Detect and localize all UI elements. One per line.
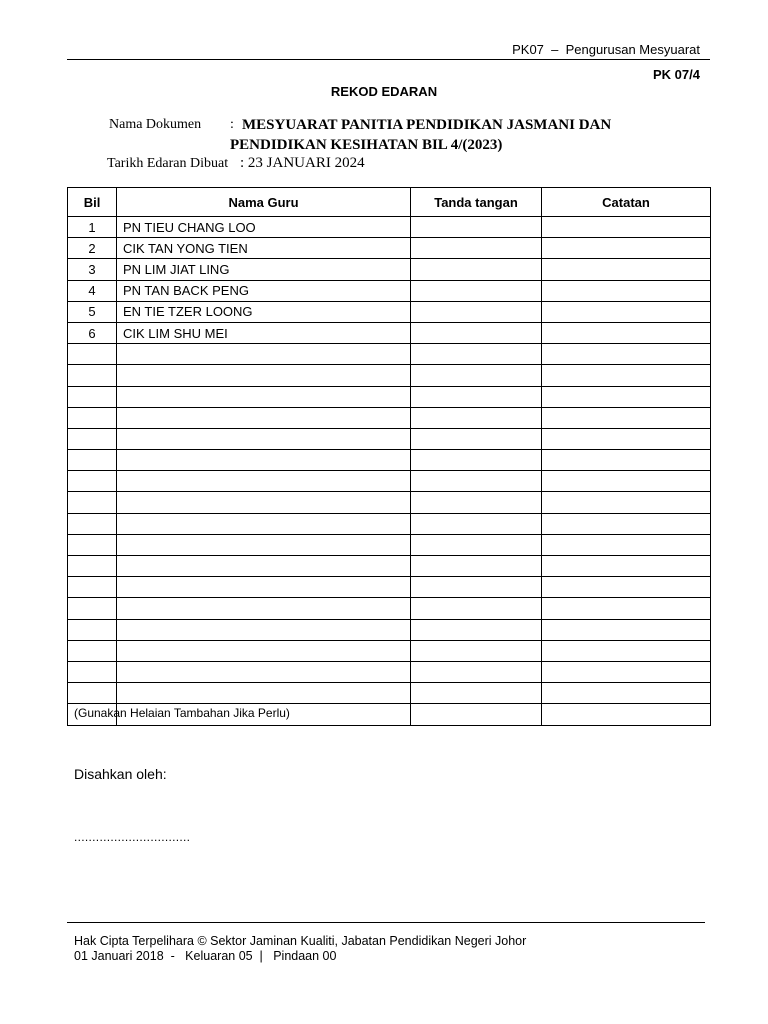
signature-cell — [411, 640, 542, 661]
notes-cell — [542, 534, 711, 555]
table-row — [68, 450, 711, 471]
signature-cell — [411, 513, 542, 534]
table-row — [68, 577, 711, 598]
teacher-name: CIK LIM SHU MEI — [117, 322, 411, 343]
notes-cell — [542, 259, 711, 280]
row-number — [68, 598, 117, 619]
signature-cell — [411, 683, 542, 704]
row-number — [68, 619, 117, 640]
signature-cell — [411, 365, 542, 386]
table-row — [68, 683, 711, 704]
teacher-name — [117, 344, 411, 365]
teacher-name — [117, 577, 411, 598]
row-number — [68, 344, 117, 365]
teacher-name — [117, 598, 411, 619]
table-row — [68, 640, 711, 661]
teacher-name — [117, 556, 411, 577]
teacher-name: PN LIM JIAT LING — [117, 259, 411, 280]
row-number — [68, 492, 117, 513]
signature-cell — [411, 450, 542, 471]
teacher-name — [117, 492, 411, 513]
signature-cell — [411, 280, 542, 301]
row-number: 6 — [68, 322, 117, 343]
row-number — [68, 640, 117, 661]
signature-cell — [411, 556, 542, 577]
teacher-name — [117, 619, 411, 640]
table-row — [68, 556, 711, 577]
teacher-name — [117, 450, 411, 471]
signature-cell — [411, 471, 542, 492]
table-row — [68, 471, 711, 492]
footer-copyright: Hak Cipta Terpelihara © Sektor Jaminan Kualiti, Jabatan Pendidikan Negeri Johor — [74, 934, 527, 948]
row-number — [68, 661, 117, 682]
document-code: PK07 – Pengurusan Mesyuarat — [512, 42, 700, 57]
teacher-name: CIK TAN YONG TIEN — [117, 238, 411, 259]
header-divider — [67, 59, 710, 60]
teacher-name — [117, 513, 411, 534]
row-number: 1 — [68, 217, 117, 238]
table-row — [68, 217, 711, 238]
signature-cell — [411, 577, 542, 598]
table-row — [68, 619, 711, 640]
table-row — [68, 513, 711, 534]
row-number — [68, 428, 117, 449]
table-row — [68, 598, 711, 619]
table-row — [68, 661, 711, 682]
teacher-name — [117, 386, 411, 407]
signature-cell — [411, 598, 542, 619]
notes-cell — [542, 640, 711, 661]
notes-cell — [542, 365, 711, 386]
circulation-table — [67, 187, 711, 726]
signature-cell — [411, 534, 542, 555]
table-row — [68, 492, 711, 513]
row-number — [68, 365, 117, 386]
signature-cell — [411, 407, 542, 428]
signature-cell — [411, 301, 542, 322]
notes-cell — [542, 661, 711, 682]
teacher-name — [117, 683, 411, 704]
teacher-name — [117, 471, 411, 492]
notes-cell — [542, 322, 711, 343]
table-row — [68, 407, 711, 428]
row-number — [68, 471, 117, 492]
notes-cell — [542, 217, 711, 238]
teacher-name — [117, 640, 411, 661]
column-header-bil: Bil — [68, 188, 117, 217]
notes-cell — [542, 280, 711, 301]
teacher-name: PN TAN BACK PENG — [117, 280, 411, 301]
teacher-name — [117, 534, 411, 555]
teacher-name: EN TIE TZER LOONG — [117, 301, 411, 322]
notes-cell — [542, 386, 711, 407]
signature-cell — [411, 344, 542, 365]
circulation-date-value: : 23 JANUARI 2024 — [240, 155, 365, 171]
signature-cell — [411, 661, 542, 682]
page-title: REKOD EDARAN — [330, 84, 438, 99]
notes-cell — [542, 683, 711, 704]
column-header-signature: Tanda tangan — [411, 188, 542, 217]
signature-cell — [411, 259, 542, 280]
document-name-colon: : — [230, 117, 234, 132]
teacher-name — [117, 661, 411, 682]
notes-cell — [542, 704, 711, 725]
circulation-date-label: Tarikh Edaran Dibuat — [107, 156, 229, 171]
table-row — [68, 259, 711, 280]
signature-line: ................................ — [74, 830, 191, 844]
table-row — [68, 534, 711, 555]
teacher-name: PN TIEU CHANG LOO — [117, 217, 411, 238]
column-header-teacher-name: Nama Guru — [117, 188, 411, 217]
signature-cell — [411, 238, 542, 259]
approved-by-label: Disahkan oleh: — [74, 766, 167, 782]
notes-cell — [542, 450, 711, 471]
row-number — [68, 450, 117, 471]
notes-cell — [542, 428, 711, 449]
table-row — [68, 386, 711, 407]
signature-cell — [411, 619, 542, 640]
row-number — [68, 407, 117, 428]
table-row — [68, 238, 711, 259]
table-header-row — [68, 188, 711, 217]
notes-cell — [542, 344, 711, 365]
additional-sheet-note: (Gunakan Helaian Tambahan Jika Perlu) — [74, 706, 290, 720]
document-name-value-line1: MESYUARAT PANITIA PENDIDIKAN JASMANI DAN — [242, 117, 612, 133]
signature-cell — [411, 428, 542, 449]
footer-divider — [67, 922, 705, 923]
table-row — [68, 428, 711, 449]
table-row — [68, 365, 711, 386]
teacher-name — [117, 407, 411, 428]
form-code: PK 07/4 — [653, 67, 700, 82]
notes-cell — [542, 492, 711, 513]
notes-cell — [542, 471, 711, 492]
notes-cell — [542, 407, 711, 428]
row-number — [68, 683, 117, 704]
signature-cell — [411, 217, 542, 238]
notes-cell — [542, 619, 711, 640]
row-number: 3 — [68, 259, 117, 280]
table-row — [68, 322, 711, 343]
signature-cell — [411, 492, 542, 513]
notes-cell — [542, 513, 711, 534]
teacher-name — [117, 365, 411, 386]
footer-release-info: 01 Januari 2018 - Keluaran 05 | Pindaan 00 — [74, 949, 337, 963]
row-number — [68, 577, 117, 598]
row-number: 4 — [68, 280, 117, 301]
notes-cell — [542, 238, 711, 259]
teacher-name — [117, 428, 411, 449]
row-number — [68, 534, 117, 555]
table-row — [68, 344, 711, 365]
document-name-label: Nama Dokumen — [109, 117, 202, 132]
notes-cell — [542, 556, 711, 577]
signature-cell — [411, 704, 542, 725]
column-header-notes: Catatan — [542, 188, 711, 217]
row-number: 2 — [68, 238, 117, 259]
notes-cell — [542, 577, 711, 598]
document-name-value-line2: PENDIDIKAN KESIHATAN BIL 4/(2023) — [230, 137, 503, 153]
row-number: 5 — [68, 301, 117, 322]
table-row — [68, 280, 711, 301]
row-number — [68, 386, 117, 407]
notes-cell — [542, 598, 711, 619]
row-number — [68, 556, 117, 577]
signature-cell — [411, 322, 542, 343]
row-number — [68, 513, 117, 534]
signature-cell — [411, 386, 542, 407]
notes-cell — [542, 301, 711, 322]
table-row — [68, 301, 711, 322]
